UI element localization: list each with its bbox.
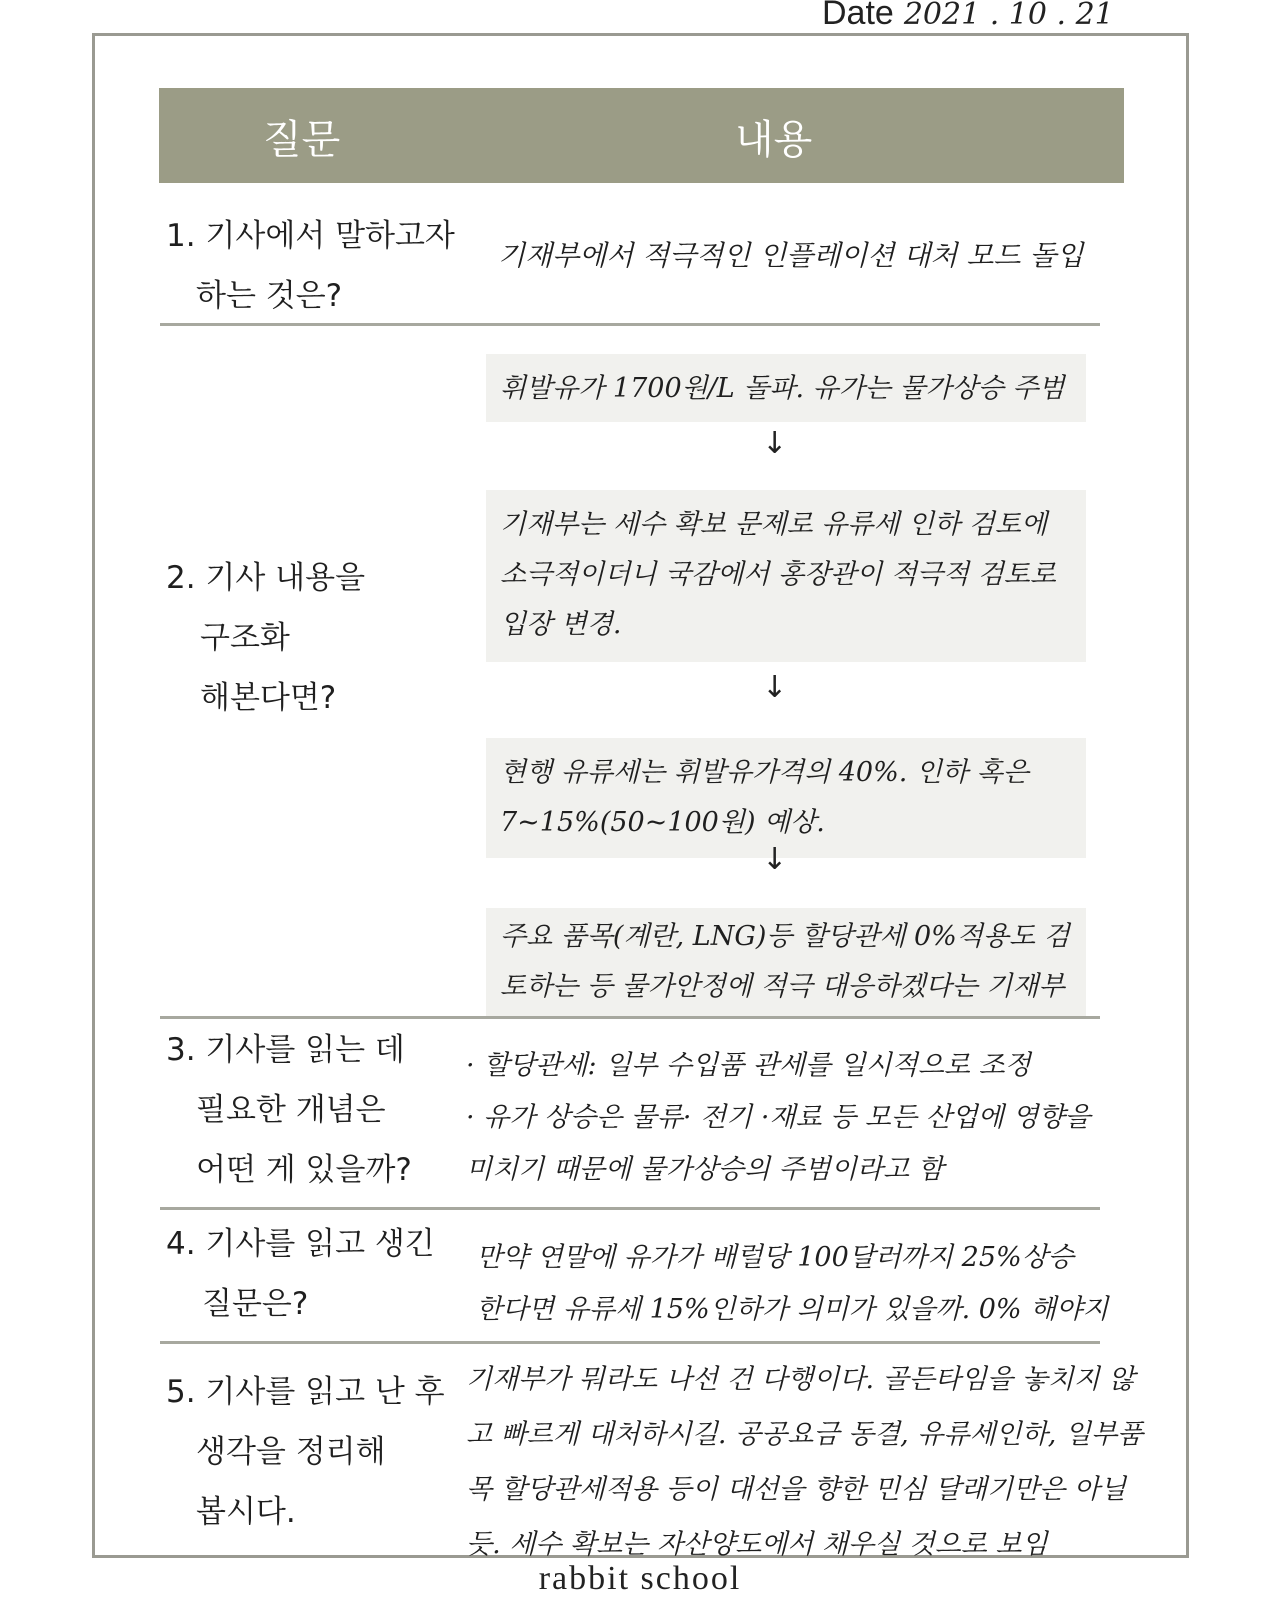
step-line: 소극적이더니 국감에서 홍장관이 적극적 검토로 xyxy=(500,559,1056,590)
question-1-line: 1. 기사에서 말하고자 xyxy=(166,218,455,254)
question-2-line: 구조화 xyxy=(200,620,290,656)
answer-3-line: 미치기 때문에 물가상승의 주범이라고 함 xyxy=(466,1154,944,1185)
structure-step-4 xyxy=(486,908,1086,1016)
answer-3-line: · 유가 상승은 물류· 전기 ·재료 등 모든 산업에 영향을 xyxy=(466,1102,1091,1133)
question-5 xyxy=(166,1362,445,1542)
answer-5-line: 듯. 세수 확보는 자산양도에서 채우실 것으로 보임 xyxy=(466,1529,1048,1560)
row-divider xyxy=(160,323,1100,326)
answer-5-line: 목 할당관세적용 등이 대선을 향한 민심 달래기만은 아닐 xyxy=(466,1474,1126,1505)
answer-5-line: 고 빠르게 대처하시길. 공공요금 동결, 유류세인하, 일부품 xyxy=(466,1419,1144,1450)
question-2 xyxy=(166,548,365,728)
answer-3 xyxy=(466,1040,1091,1196)
question-1-line: 하는 것은? xyxy=(196,278,343,314)
question-4-line: 질문은? xyxy=(202,1286,309,1322)
answer-3-line: · 할당관세: 일부 수입품 관세를 일시적으로 조정 xyxy=(466,1050,1031,1081)
down-arrow-icon: ↓ xyxy=(762,842,788,877)
step-line: 기재부는 세수 확보 문제로 유류세 인하 검토에 xyxy=(500,509,1048,540)
question-5-line: 생각을 정리해 xyxy=(196,1434,386,1470)
table-header xyxy=(159,88,1124,183)
date-value: 2021 . 10 . 21 xyxy=(903,0,1114,32)
footer-brand: rabbit school xyxy=(538,1560,742,1597)
question-4 xyxy=(166,1214,435,1334)
question-3-line: 필요한 개념은 xyxy=(196,1092,386,1128)
structure-step-2 xyxy=(486,490,1086,662)
row-divider xyxy=(160,1016,1100,1019)
row-divider xyxy=(160,1341,1100,1344)
step-line: 주요 품목(계란, LNG)등 할당관세 0%적용도 검 xyxy=(500,921,1070,952)
row-divider xyxy=(160,1207,1100,1210)
answer-4-line: 한다면 유류세 15%인하가 의미가 있을까. 0% 해야지 xyxy=(476,1294,1109,1325)
answer-5-line: 기재부가 뭐라도 나선 건 다행이다. 골든타임을 놓치지 않 xyxy=(466,1364,1135,1395)
down-arrow-icon: ↓ xyxy=(762,670,788,705)
answer-4 xyxy=(476,1232,1108,1336)
structure-step-1 xyxy=(486,354,1086,422)
answer-5 xyxy=(466,1352,1143,1572)
question-4-line: 4. 기사를 읽고 생긴 xyxy=(166,1226,435,1262)
answer-4-line: 만약 연말에 유가가 배럴당 100달러까지 25%상승 xyxy=(476,1242,1074,1273)
question-3 xyxy=(166,1020,412,1200)
question-3-line: 어떤 게 있을까? xyxy=(196,1152,412,1188)
structure-step-3 xyxy=(486,738,1086,858)
question-3-line: 3. 기사를 읽는 데 xyxy=(166,1032,405,1068)
step-line: 7~15%(50~100원) 예상. xyxy=(500,807,825,838)
question-2-line: 해본다면? xyxy=(200,680,337,716)
question-5-line: 5. 기사를 읽고 난 후 xyxy=(166,1374,445,1410)
step-line: 토하는 등 물가안정에 적극 대응하겠다는 기재부 xyxy=(500,971,1065,1002)
date-line xyxy=(822,0,1114,33)
question-1 xyxy=(166,206,455,326)
step-line: 휘발유가 1700원/L 돌파. 유가는 물가상승 주범 xyxy=(500,373,1065,404)
answer-1: 기재부에서 적극적인 인플레이션 대처 모드 돌입 xyxy=(498,239,1084,272)
header-content: 내용 xyxy=(735,117,813,163)
question-2-line: 2. 기사 내용을 xyxy=(166,560,366,596)
question-5-line: 봅시다. xyxy=(196,1494,296,1530)
step-line: 현행 유류세는 휘발유가격의 40%. 인하 혹은 xyxy=(500,757,1029,788)
step-line: 입장 변경. xyxy=(500,609,622,640)
header-question: 질문 xyxy=(263,117,341,163)
down-arrow-icon: ↓ xyxy=(762,426,788,461)
date-label: Date xyxy=(822,0,894,32)
